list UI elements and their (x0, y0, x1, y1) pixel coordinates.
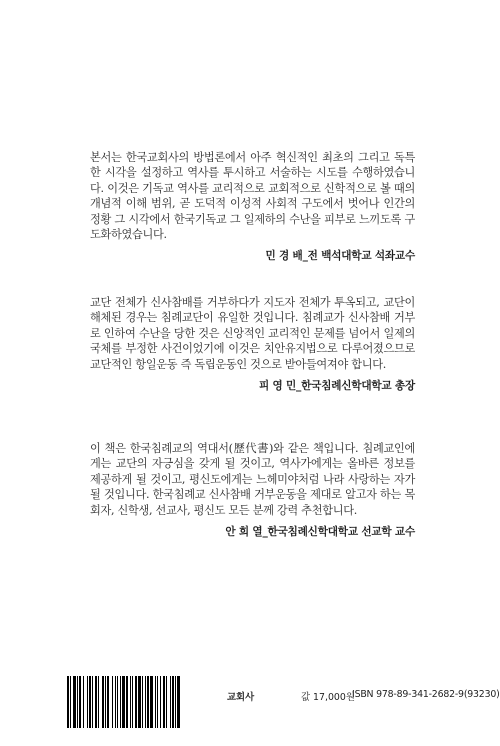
barcode-bar (105, 676, 106, 728)
barcode-bar (163, 676, 165, 728)
barcode-bar (135, 676, 137, 728)
barcode-bar (95, 676, 97, 728)
isbn-label: ISBN 978-89-341-2682-9(93230) (352, 689, 500, 700)
barcode-bar (166, 676, 167, 728)
barcode-bar (145, 676, 146, 728)
barcode-bar (122, 676, 125, 728)
endorsement-text: 본서는 한국교회사의 방법론에서 아주 혁신적인 최초의 그리고 독특한 시각을 설정하고 역사를 투시하고 서술하는 시도를 수행하였습니다. 이것은 기독교 역사를 교리적으로 교회적으로 신학적으로 볼 때의 개념적 이해 범위, 곧 도덕적 이성적 사회적 구도에서 벗어나 인간의 정황 그 시각에서 한국기독교 그 일제하의 수난을 피부로 느끼도록 구도화하였습니다. (90, 151, 415, 242)
barcode-graphic (67, 676, 217, 728)
barcode-bar (175, 676, 176, 728)
barcode-bar (77, 676, 78, 728)
barcode-bar (98, 676, 99, 728)
barcode-bar (138, 676, 141, 728)
barcode-bar (107, 676, 109, 728)
barcode-bar (177, 676, 180, 728)
barcode-bar (172, 676, 174, 728)
barcode-bar (142, 676, 143, 728)
endorsement-2 (90, 295, 415, 393)
endorsement-text: 교단 전체가 신사참배를 거부하다가 지도자 전체가 투옥되고, 교단이 해체된 경우는 침례교단이 유일한 것입니다. 침례교가 신사참배 거부로 인하여 수난을 당한 것은 신앙적인 교리적인 문제를 넘어서 일제의 국체를 부정한 사건이었기에 이것은 치안유지법으로 다루어졌으므로 교단적인 항일운동 즉 독립운동인 것으로 받아들여져야 합니다. (90, 296, 415, 371)
barcode-bar (89, 676, 91, 728)
barcode-bar (130, 676, 131, 728)
barcode-bar (155, 676, 156, 728)
endorsement-signature: 안 희 열_한국침례신학대학교 선교학 교수 (225, 526, 415, 539)
barcode-bar (87, 676, 88, 728)
barcode-bar (83, 676, 84, 728)
barcode-bar (126, 676, 128, 728)
barcode-bar (132, 676, 133, 728)
barcode-bar (147, 676, 149, 728)
barcode (67, 676, 217, 728)
barcode-bar (150, 676, 153, 728)
endorsement-text: 이 책은 한국침례교의 역대서(歷代書)와 같은 책입니다. 침례교인에게는 교단의 자긍심을 갖게 될 것이고, 역사가에게는 올바른 정보를 제공하게 될 것이고, 평신도에게는 느헤미야처럼 나라 사랑하는 자가 될 것입니다. 한국침례교 신사참배 거부운동을 제대로 알고자 하는 목회자, 신학생, 선교사, 평신도 모든 분께 강력 추천합니다. (90, 442, 415, 517)
barcode-bar (160, 676, 161, 728)
barcode-bar (120, 676, 121, 728)
endorsement-signature: 피 영 민_한국침례신학대학교 총장 (258, 380, 415, 393)
endorsement-signature: 민 경 배_전 백석대학교 석좌교수 (265, 250, 415, 263)
barcode-bar (92, 676, 93, 728)
barcode-bar (170, 676, 171, 728)
barcode-bar (67, 676, 69, 728)
barcode-bar (70, 676, 71, 728)
publisher-name: 교회사 (227, 692, 255, 703)
barcode-bar (157, 676, 158, 728)
barcode-bar (73, 676, 76, 728)
price-label: 값 17,000원 (301, 692, 355, 703)
endorsement-1 (90, 150, 415, 263)
barcode-bar (115, 676, 116, 728)
barcode-bar (117, 676, 118, 728)
endorsement-3 (90, 441, 415, 539)
barcode-bar (112, 676, 113, 728)
barcode-bar (79, 676, 81, 728)
barcode-bar (102, 676, 104, 728)
